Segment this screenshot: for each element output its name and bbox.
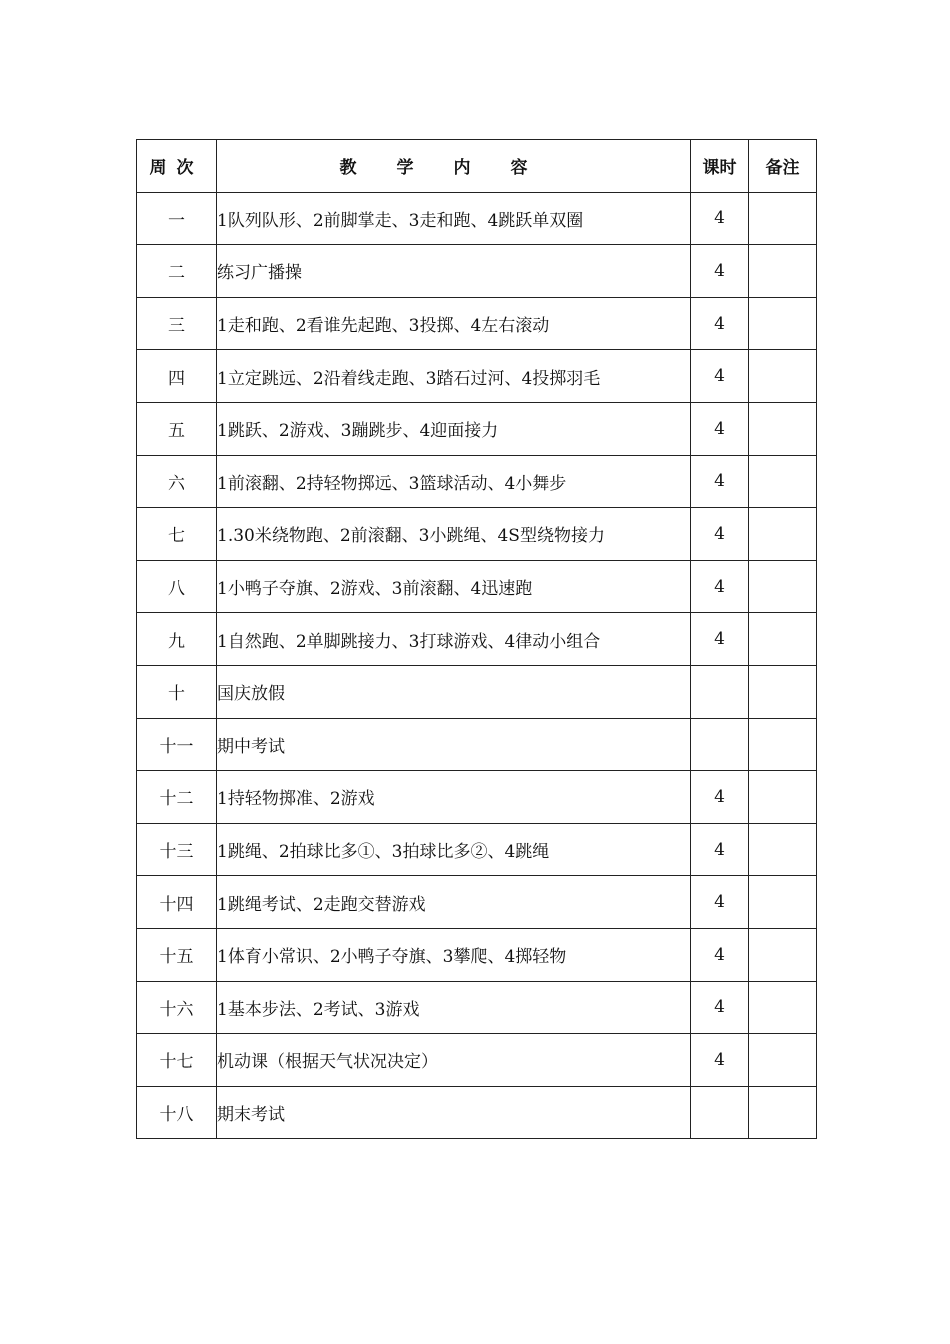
hours-cell xyxy=(691,665,749,718)
hours-cell: 4 xyxy=(691,350,749,403)
hours-cell: 4 xyxy=(691,297,749,350)
hours-cell: 4 xyxy=(691,823,749,876)
week-cell: 十七 xyxy=(137,1034,217,1087)
week-cell: 九 xyxy=(137,613,217,666)
note-cell xyxy=(749,665,817,718)
hours-cell: 4 xyxy=(691,455,749,508)
note-cell xyxy=(749,297,817,350)
content-cell: 1跳跃、2游戏、3蹦跳步、4迎面接力 xyxy=(217,402,691,455)
note-cell xyxy=(749,771,817,824)
table-row xyxy=(137,718,817,771)
week-cell: 三 xyxy=(137,297,217,350)
week-cell: 十四 xyxy=(137,876,217,929)
note-cell xyxy=(749,455,817,508)
table-row xyxy=(137,560,817,613)
note-cell xyxy=(749,928,817,981)
header-hours: 课时 xyxy=(691,140,749,193)
table-row xyxy=(137,981,817,1034)
content-cell: 国庆放假 xyxy=(217,665,691,718)
note-cell xyxy=(749,613,817,666)
hours-cell: 4 xyxy=(691,981,749,1034)
note-cell xyxy=(749,192,817,245)
table-row xyxy=(137,297,817,350)
content-cell: 1跳绳考试、2走跑交替游戏 xyxy=(217,876,691,929)
table-row xyxy=(137,402,817,455)
week-cell: 七 xyxy=(137,508,217,561)
hours-cell: 4 xyxy=(691,508,749,561)
week-cell: 十八 xyxy=(137,1086,217,1139)
header-content: 教学内容 xyxy=(217,140,691,193)
table-row xyxy=(137,455,817,508)
week-cell: 十三 xyxy=(137,823,217,876)
table-row xyxy=(137,928,817,981)
note-cell xyxy=(749,876,817,929)
hours-cell: 4 xyxy=(691,1034,749,1087)
hours-cell: 4 xyxy=(691,402,749,455)
header-note: 备注 xyxy=(749,140,817,193)
hours-cell: 4 xyxy=(691,876,749,929)
week-cell: 十六 xyxy=(137,981,217,1034)
note-cell xyxy=(749,245,817,298)
content-cell: 1队列队形、2前脚掌走、3走和跑、4跳跃单双圈 xyxy=(217,192,691,245)
table-header xyxy=(137,140,817,193)
content-cell: 1自然跑、2单脚跳接力、3打球游戏、4律动小组合 xyxy=(217,613,691,666)
table-row xyxy=(137,665,817,718)
table-row xyxy=(137,245,817,298)
week-cell: 四 xyxy=(137,350,217,403)
hours-cell xyxy=(691,1086,749,1139)
hours-cell: 4 xyxy=(691,928,749,981)
table-row xyxy=(137,508,817,561)
week-cell: 八 xyxy=(137,560,217,613)
content-cell: 1持轻物掷准、2游戏 xyxy=(217,771,691,824)
week-cell: 十一 xyxy=(137,718,217,771)
content-cell: 1立定跳远、2沿着线走跑、3踏石过河、4投掷羽毛 xyxy=(217,350,691,403)
week-cell: 二 xyxy=(137,245,217,298)
content-cell: 1小鸭子夺旗、2游戏、3前滚翻、4迅速跑 xyxy=(217,560,691,613)
table-row xyxy=(137,192,817,245)
week-cell: 一 xyxy=(137,192,217,245)
content-cell: 机动课（根据天气状况决定） xyxy=(217,1034,691,1087)
week-cell: 十五 xyxy=(137,928,217,981)
note-cell xyxy=(749,981,817,1034)
note-cell xyxy=(749,718,817,771)
note-cell xyxy=(749,823,817,876)
content-cell: 期末考试 xyxy=(217,1086,691,1139)
note-cell xyxy=(749,402,817,455)
table-row xyxy=(137,613,817,666)
hours-cell: 4 xyxy=(691,560,749,613)
table-body xyxy=(137,192,817,1139)
table-row xyxy=(137,823,817,876)
hours-cell: 4 xyxy=(691,245,749,298)
note-cell xyxy=(749,1086,817,1139)
hours-cell: 4 xyxy=(691,192,749,245)
header-row xyxy=(137,140,817,193)
note-cell xyxy=(749,560,817,613)
week-cell: 十二 xyxy=(137,771,217,824)
note-cell xyxy=(749,1034,817,1087)
hours-cell: 4 xyxy=(691,771,749,824)
teaching-schedule-table xyxy=(136,139,817,1139)
table-row xyxy=(137,771,817,824)
week-cell: 五 xyxy=(137,402,217,455)
header-week: 周次 xyxy=(137,140,217,193)
content-cell: 1.30米绕物跑、2前滚翻、3小跳绳、4S型绕物接力 xyxy=(217,508,691,561)
content-cell: 1走和跑、2看谁先起跑、3投掷、4左右滚动 xyxy=(217,297,691,350)
content-cell: 1基本步法、2考试、3游戏 xyxy=(217,981,691,1034)
hours-cell xyxy=(691,718,749,771)
content-cell: 1体育小常识、2小鸭子夺旗、3攀爬、4掷轻物 xyxy=(217,928,691,981)
hours-cell: 4 xyxy=(691,613,749,666)
content-cell: 1跳绳、2拍球比多①、3拍球比多②、4跳绳 xyxy=(217,823,691,876)
note-cell xyxy=(749,350,817,403)
content-cell: 练习广播操 xyxy=(217,245,691,298)
week-cell: 十 xyxy=(137,665,217,718)
table-row xyxy=(137,876,817,929)
note-cell xyxy=(749,508,817,561)
table-row xyxy=(137,1034,817,1087)
content-cell: 期中考试 xyxy=(217,718,691,771)
table-row xyxy=(137,1086,817,1139)
content-cell: 1前滚翻、2持轻物掷远、3篮球活动、4小舞步 xyxy=(217,455,691,508)
table-row xyxy=(137,350,817,403)
week-cell: 六 xyxy=(137,455,217,508)
